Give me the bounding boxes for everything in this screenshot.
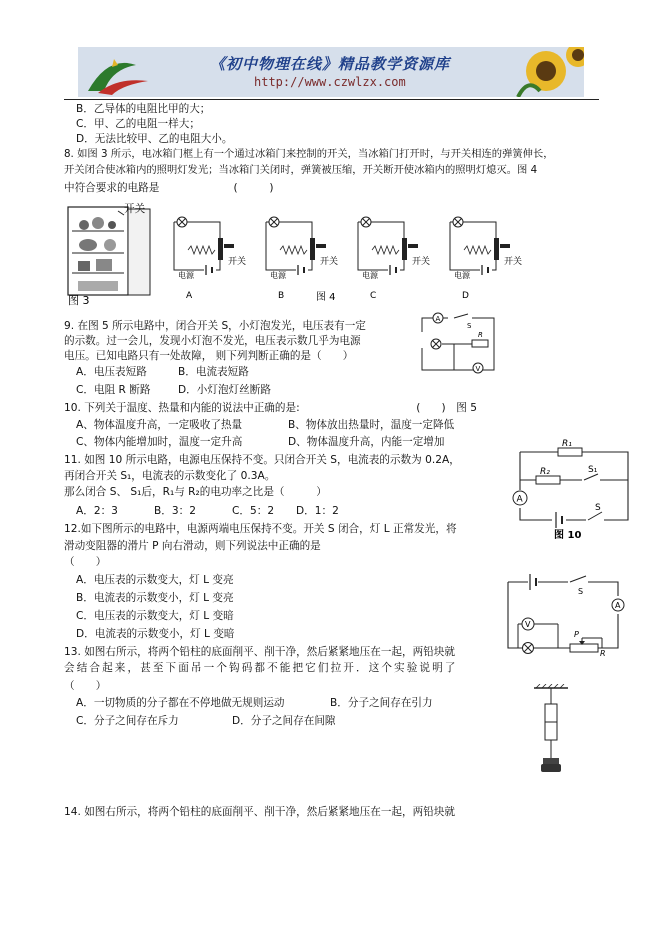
q12-line3: （ ）	[64, 556, 107, 568]
sunflower-icon	[518, 47, 584, 97]
q12-option-d: D．电流表的示数变小，灯 L 变暗	[76, 628, 235, 640]
q7-option-c: C．甲、乙的电阻一样大；	[76, 118, 200, 130]
resistor-r1-icon	[558, 448, 582, 456]
svg-text:V: V	[475, 365, 481, 373]
svg-text:R: R	[600, 649, 606, 658]
fig10-circuit	[500, 438, 636, 542]
q12-circuit	[498, 568, 630, 660]
circuit-switch-label: 开关	[504, 257, 523, 267]
q9-option-b: B．电流表短路	[178, 366, 249, 378]
q11-option-d: D．1：2	[296, 505, 339, 517]
q12-line1: 12.如下图所示的电路中，电源两端电压保持不变。开关 S 闭合，灯 L 正常发光，将	[64, 523, 457, 535]
svg-text:V: V	[525, 620, 531, 629]
circuit-switch-label: 开关	[412, 257, 431, 267]
circuit-source-label: 电源	[362, 271, 378, 280]
switch-button-icon	[408, 244, 418, 248]
q8-line3: 中符合要求的电路是 ( )	[64, 182, 274, 194]
q12-option-c: C．电压表的示数变大，灯 L 变暗	[76, 610, 234, 622]
q10-option-c: C、物体内能增加时，温度一定升高	[76, 436, 243, 448]
q10-option-d: D、物体温度升高，内能一定增加	[288, 436, 445, 448]
banner-url[interactable]: http://www.czwlzx.com	[254, 75, 406, 89]
q9-line3: 电压。已知电路只有一处故障， 则下列判断正确的是（ ）	[64, 350, 354, 362]
resistor-icon	[472, 340, 488, 347]
fridge-figure	[64, 201, 164, 307]
spring-icon	[280, 246, 307, 254]
switch-button-icon	[316, 244, 326, 248]
spring-icon	[464, 246, 491, 254]
q9-line1: 9. 在图 5 所示电路中，闭合开关 S，小灯泡发光，电压表有一定	[64, 320, 366, 332]
q13-option-d: D．分子之间存在间隙	[232, 715, 336, 727]
circuit-letter: D	[462, 291, 469, 301]
svg-text:R₂: R₂	[540, 467, 550, 477]
lead-cylinders-figure	[526, 684, 576, 776]
q13-line3: （ ）	[64, 680, 107, 692]
switch-icon	[310, 238, 315, 260]
q13-line2: 会结合起来，甚至下面吊一个钩码都不能把它们拉开．这个实验说明了	[64, 662, 458, 674]
q9-option-a: A．电压表短路	[76, 366, 147, 378]
q12-option-a: A．电压表的示数变大，灯 L 变亮	[76, 574, 234, 586]
svg-text:A: A	[516, 494, 523, 505]
circuit-switch-label: 开关	[320, 257, 339, 267]
switch-icon	[218, 238, 223, 260]
q11-option-a: A．2：3	[76, 505, 118, 517]
fridge-door	[128, 209, 150, 295]
q13-option-c: C．分子之间存在斥力	[76, 715, 179, 727]
q12-option-b: B．电流表的示数变小，灯 L 变亮	[76, 592, 234, 604]
q13-option-a: A．一切物质的分子都在不停地做无规则运动	[76, 697, 285, 709]
q8-line2: 开关闭合使冰箱内的照明灯发光；当冰箱门关闭时，弹簧被压缩，开关断开使冰箱内的照明灯熄灭。图 4	[64, 164, 538, 176]
upper-lead-cylinder	[545, 704, 557, 722]
switch-button-icon	[224, 244, 234, 248]
q11-line3: 那么闭合 S、 S₁后，R₁与 R₂的电功率之比是（ ）	[64, 486, 327, 498]
q10-option-a: A、物体温度升高，一定吸收了热量	[76, 419, 243, 431]
fridge-switch-label: 开关	[124, 203, 146, 215]
svg-text:R₁: R₁	[562, 439, 572, 449]
q13-option-b: B．分子之间存在引力	[330, 697, 433, 709]
circuit-letter: A	[186, 291, 193, 301]
q9-line2: 的示数。过一会儿，发现小灯泡不发光，电压表示数几乎为电源	[64, 335, 361, 347]
banner-title: 《初中物理在线》精品教学资源库	[210, 55, 451, 73]
switch-icon	[402, 238, 407, 260]
fig5-circuit	[412, 310, 504, 380]
switch-icon	[494, 238, 499, 260]
lower-lead-cylinder	[545, 722, 557, 740]
circuit-wire	[266, 222, 296, 270]
circuit-wire	[358, 222, 388, 270]
svg-text:S₁: S₁	[588, 465, 598, 475]
logo-icon	[88, 59, 148, 95]
q11-option-b: B．3：2	[154, 505, 196, 517]
fig4-label: 图 4	[316, 292, 336, 303]
svg-text:A: A	[615, 601, 621, 610]
q7-option-b: B．乙导体的电阻比甲的大；	[76, 103, 211, 115]
header-banner	[78, 47, 584, 97]
q8-line1: 8. 如图 3 所示，电冰箱门框上有一个通过冰箱门来控制的开关，当冰箱门打开时，与开关相连的弹簧伸长，	[64, 148, 554, 160]
svg-text:S: S	[578, 587, 584, 596]
circuit-source-label: 电源	[454, 271, 470, 280]
spring-icon	[372, 246, 399, 254]
q10-line1: 10. 下列关于温度、热量和内能的说法中正确的是: ( ) 图 5	[64, 402, 477, 414]
circuit-switch-label: 开关	[228, 257, 247, 267]
circuit-wire	[450, 222, 480, 270]
fig3-label: 图 3	[68, 294, 90, 307]
q11-line2: 再闭合开关 S₁，电流表的示数变化了 0.3A。	[64, 470, 276, 482]
circuit-letter: B	[278, 291, 285, 301]
spring-icon	[188, 246, 215, 254]
svg-text:A: A	[435, 315, 441, 323]
q7-option-d: D．无法比较甲、乙的电阻大小。	[76, 133, 233, 145]
q13-line1: 13. 如图右所示，将两个铅柱的底面削平、削干净，然后紧紧地压在一起，两铅块就	[64, 646, 455, 658]
q9-option-c: C．电阻 R 断路	[76, 384, 151, 396]
switch-button-icon	[500, 244, 510, 248]
fig4-circuits	[164, 212, 536, 304]
svg-text:P: P	[574, 630, 579, 639]
circuit-wire	[174, 222, 204, 270]
svg-text:S: S	[467, 322, 472, 330]
q11-option-c: C．5：2	[232, 505, 275, 517]
fig10-label: 图 10	[554, 530, 582, 541]
header-rule	[64, 99, 599, 100]
circuit-letter: C	[370, 291, 377, 301]
q11-line1: 11. 如图 10 所示电路，电源电压保持不变。只闭合开关 S，电流表的示数为 0.2A，	[64, 454, 460, 466]
svg-text:S: S	[595, 503, 601, 513]
rheostat-icon	[570, 644, 598, 652]
q12-line2: 滑动变阻器的滑片 P 向右滑动，则下列说法中正确的是	[64, 540, 321, 552]
circuit-source-label: 电源	[178, 271, 194, 280]
hook-weight-icon	[543, 758, 559, 764]
q9-option-d: D．小灯泡灯丝断路	[178, 384, 271, 396]
resistor-r2-icon	[536, 476, 560, 484]
q14-line1: 14. 如图右所示，将两个铅柱的底面削平、削干净，然后紧紧地压在一起，两铅块就	[64, 806, 455, 818]
svg-text:R: R	[478, 331, 483, 339]
circuit-source-label: 电源	[270, 271, 286, 280]
q10-option-b: B、物体放出热量时，温度一定降低	[288, 419, 455, 431]
